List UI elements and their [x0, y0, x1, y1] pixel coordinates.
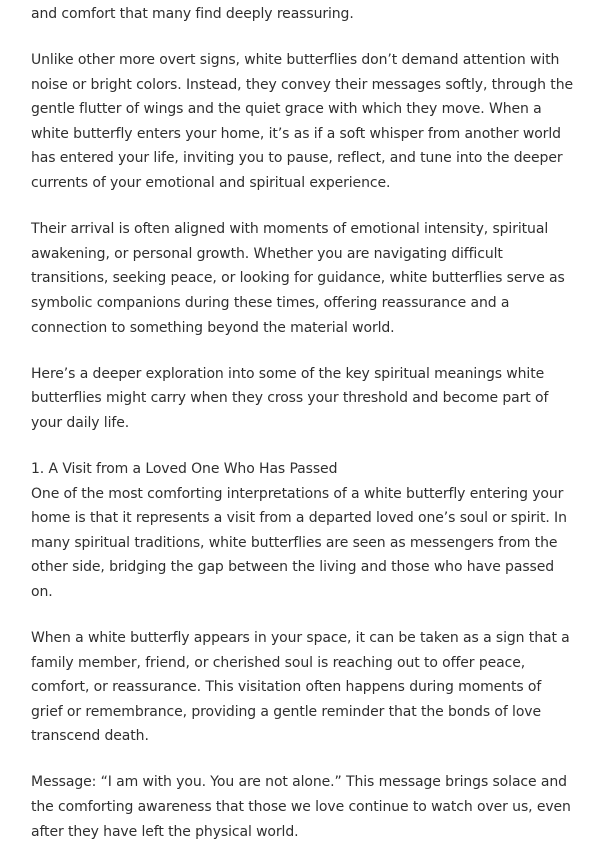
- section-intro: One of the most comforting interpretations of a white butterfly entering your home is that it represents a visit from a departed loved one’s soul or spirit. In many spiritual traditions, white butterflies are seen as messengers from the other side, bridging the gap between the living and those who have passed on.: [31, 485, 567, 600]
- paragraph-exploration: Here’s a deeper exploration into some of the key spiritual meanings white butterflies might carry when they cross your threshold and become part of your daily life.: [31, 365, 549, 431]
- article-body: [31, 0, 576, 866]
- section-loved-one: [31, 457, 576, 605]
- paragraph-intro-tail: and comfort that many find deeply reassuring.: [31, 6, 354, 22]
- paragraph-message: Message: “I am with you. You are not alone.” This message brings solace and the comforting awareness that those we love continue to watch over us, even after they have left the physical world.: [31, 774, 571, 840]
- paragraph-visitation: When a white butterfly appears in your space, it can be taken as a sign that a family member, friend, or cherished soul is reaching out to offer peace, comfort, or reassurance. This visitation often happens during moments of grief or remembrance, providing a gentle reminder that the bonds of love transcend death.: [31, 629, 570, 745]
- paragraph-arrival: Their arrival is often aligned with moments of emotional intensity, spiritual awakening, or personal growth. Whether you are navigating difficult transitions, seeking peace, or looking for guidance, white butterflies serve as symbolic companions during these times, offering reassurance and a connection to something beyond the material world.: [31, 221, 565, 336]
- section-heading: 1. A Visit from a Loved One Who Has Passed: [31, 460, 338, 477]
- paragraph-overt-signs: Unlike other more overt signs, white butterflies don’t demand attention with noise or bright colors. Instead, they convey their messages softly, through the gentle flutter of wings and the quiet grace with which they move. When a white butterfly enters your home, it’s as if a soft whisper from another world has entered your life, inviting you to pause, reflect, and tune into the deeper currents of your emotional and spiritual experience.: [31, 52, 573, 192]
